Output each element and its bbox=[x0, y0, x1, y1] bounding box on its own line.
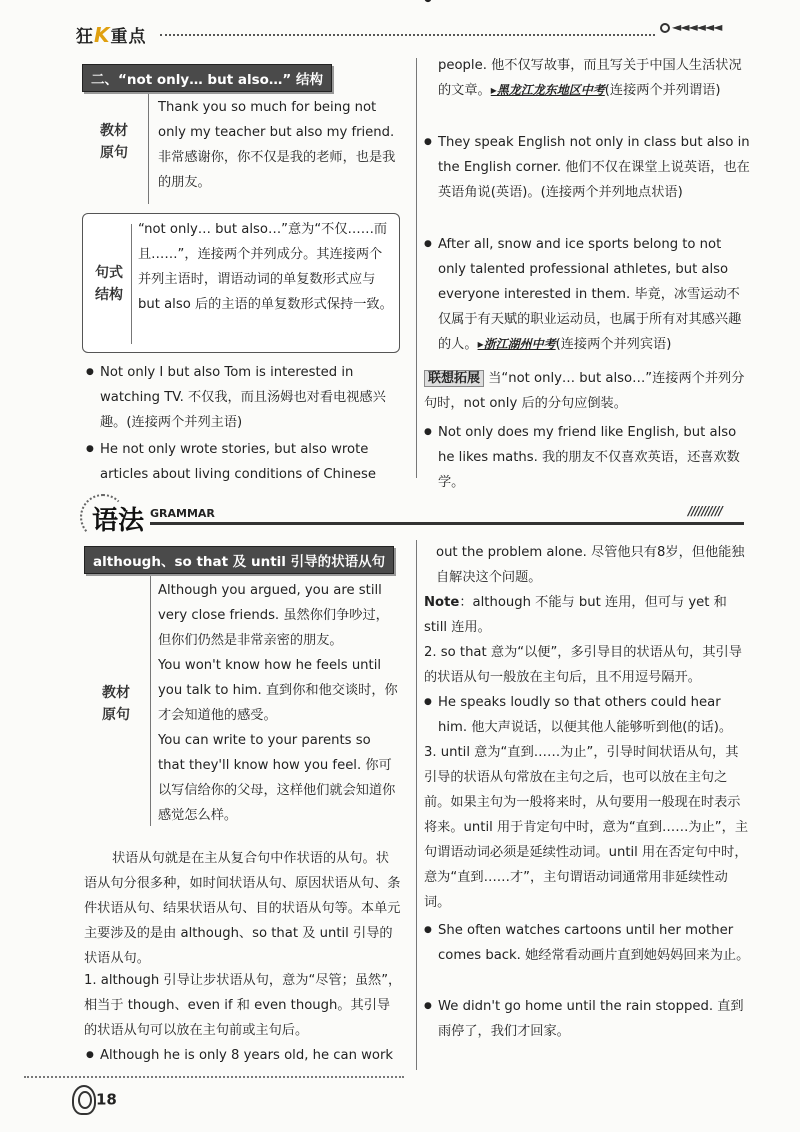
column-divider bbox=[416, 540, 417, 1070]
brand-k: K bbox=[94, 23, 111, 47]
grammar-slashes: ////////// bbox=[688, 504, 722, 518]
footer-dotted-rule bbox=[24, 1076, 404, 1078]
section-title: 二、“not only… but also…” 结构 bbox=[82, 64, 332, 92]
ex2-cont-text: people. 他不仅写故事，而且写关于中国人生活状况的文章。 bbox=[438, 58, 742, 98]
grammar-p2: 2. so that 意为“以便”，多引导目的状语从句，其引导的状语从句一般放在主句后，且不用逗号隔开。 bbox=[424, 645, 742, 685]
brand-a: 狂 bbox=[76, 27, 94, 47]
example-2 bbox=[86, 437, 400, 487]
ex2-text: He not only wrote stories, but also wrote articles about living conditions of Chinese bbox=[100, 442, 377, 482]
example-4 bbox=[424, 232, 750, 357]
lxtz-label: 联想拓展 bbox=[424, 370, 484, 387]
grammar-original-label: 教材原句 bbox=[102, 685, 130, 723]
ex2-note: (连接两个并列谓语) bbox=[604, 83, 721, 98]
divider bbox=[131, 224, 132, 344]
original-label: 教材原句 bbox=[100, 123, 128, 161]
lxtz-text: 当“not only… but also…”连接两个并列分句时，not only 后的分句应倒装。 bbox=[424, 371, 745, 411]
orig-1: Although you argued, you are still very close friends. 虽然你们争吵过，但你们仍然是非常亲密的朋友。 bbox=[158, 583, 389, 648]
grammar-rule bbox=[150, 522, 744, 525]
example-2-continuation bbox=[438, 53, 750, 103]
ex2-source: ▸黑龙江龙东地区中考 bbox=[490, 83, 605, 97]
grammar-p1-example: ● Although he is only 8 years old, he can work bbox=[86, 1043, 402, 1069]
divider bbox=[150, 576, 151, 826]
page-icon bbox=[72, 1085, 96, 1115]
grammar-note bbox=[424, 590, 750, 640]
orig-2: You won't know how he feels until you talk to him. 直到你和他交谈时，你才会知道他的感受。 bbox=[158, 658, 398, 723]
structure-label: 句式结构 bbox=[95, 265, 123, 303]
note-text: ：although 不能与 but 连用，但可与 yet 和 still 连用。 bbox=[424, 595, 727, 635]
ex4-note: (连接两个并列宾语) bbox=[555, 337, 672, 352]
original-zh: 非常感谢你，你不仅是我的老师，也是我的朋友。 bbox=[158, 150, 396, 190]
grammar-p1: 1. although 引导让步状语从句，意为“尽管；虽然”，相当于 though、even if 和 even though。其引导的状语从句可以放在主句前或主句后。 bbox=[84, 973, 402, 1038]
original-en: Thank you so much for being not only my teacher but also my friend. bbox=[158, 100, 395, 140]
example-5: ● Not only does my friend like English, but also he likes maths. 我的朋友不仅喜欢英语，还喜欢数学。 bbox=[424, 420, 750, 495]
grammar-intro: 状语从句就是在主从复合句中作状语的从句。状语从句分很多种，如时间状语从句、原因状语从句、条件状语从句、结果状语从句、目的状语从句等。本单元主要涉及的是由 although、so that 及 until 引导的状语从句。 bbox=[84, 851, 401, 966]
arrows-text: ◄◄◄◄◄◄ bbox=[672, 20, 722, 34]
grammar-original-sentences bbox=[158, 578, 398, 828]
page-number-text: 18 bbox=[96, 1090, 117, 1109]
grammar-p3: 3. until 意为“直到……为止”，引导时间状语从句，其引导的状语从句常放在主句之后，也可以放在主句之前。如果主句为一般将来时，从句要用一般现在时表示将来。until 用于肯定句中时，意为“直到……为止”，主句谓语动词必须是延续性动词。until 用在否定句中时，意为“直到……才”，主句谓语动词通常用非延续性动词。 bbox=[424, 745, 749, 910]
ex4-source: ▸浙江湖州中考 bbox=[477, 337, 556, 351]
grammar-p3-example-2: ● We didn't go home until the rain stopped. 直到雨停了，我们才回家。 bbox=[424, 994, 750, 1044]
divider bbox=[148, 94, 149, 204]
grammar-p1-example-cont: out the problem alone. 尽管他只有8岁，但他能独自解决这个问题。 bbox=[436, 545, 745, 585]
page-number bbox=[72, 1085, 117, 1115]
example-1: ● Not only I but also Tom is interested in watching TV. 不仅我，而且汤姆也对看电视感兴趣。(连接两个并列主语) bbox=[86, 360, 400, 435]
grammar-topic: although、so that 及 until 引导的状语从句 bbox=[84, 546, 394, 574]
grammar-p3-example-1: ● She often watches cartoons until her mother comes back. 她经常看动画片直到她妈妈回来为止。 bbox=[424, 918, 750, 968]
brand-logo bbox=[76, 22, 147, 47]
ex4-text: After all, snow and ice sports belong to not only talented professional athletes, but also everyone interested in them. 毕竟，冰雪运动不仅属于有天赋的职业运动员，也属于所有对其感兴趣的人。 bbox=[438, 237, 742, 352]
brand-b: 重点 bbox=[110, 27, 147, 47]
grammar-p2-example: ● He speaks loudly so that others could hear him. 他大声说话，以便其他人能够听到他(的话)。 bbox=[424, 690, 750, 740]
column-divider bbox=[416, 58, 417, 478]
example-3: ● They speak English not only in class but also in the English corner. 他们不仅在课堂上说英语，也在英语角说(英语)。(连接两个并列地点状语) bbox=[424, 130, 750, 205]
grammar-subtitle: GRAMMAR bbox=[150, 507, 215, 520]
original-sentence bbox=[158, 95, 398, 195]
grammar-title: 语法 bbox=[92, 506, 145, 536]
note-label: Note bbox=[424, 595, 460, 610]
structure-text: “not only… but also…”意为“不仅……而且……”，连接两个并列成分。其连接两个并列主语时，谓语动词的单复数形式应与 but also 后的主语的单复数形式保持一致。 bbox=[138, 222, 393, 312]
lxtz-block bbox=[424, 366, 750, 416]
orig-3: You can write to your parents so that they'll know how you feel. 你可以写信给你的父母，这样他们就会知道你感觉怎么样。 bbox=[158, 733, 396, 823]
